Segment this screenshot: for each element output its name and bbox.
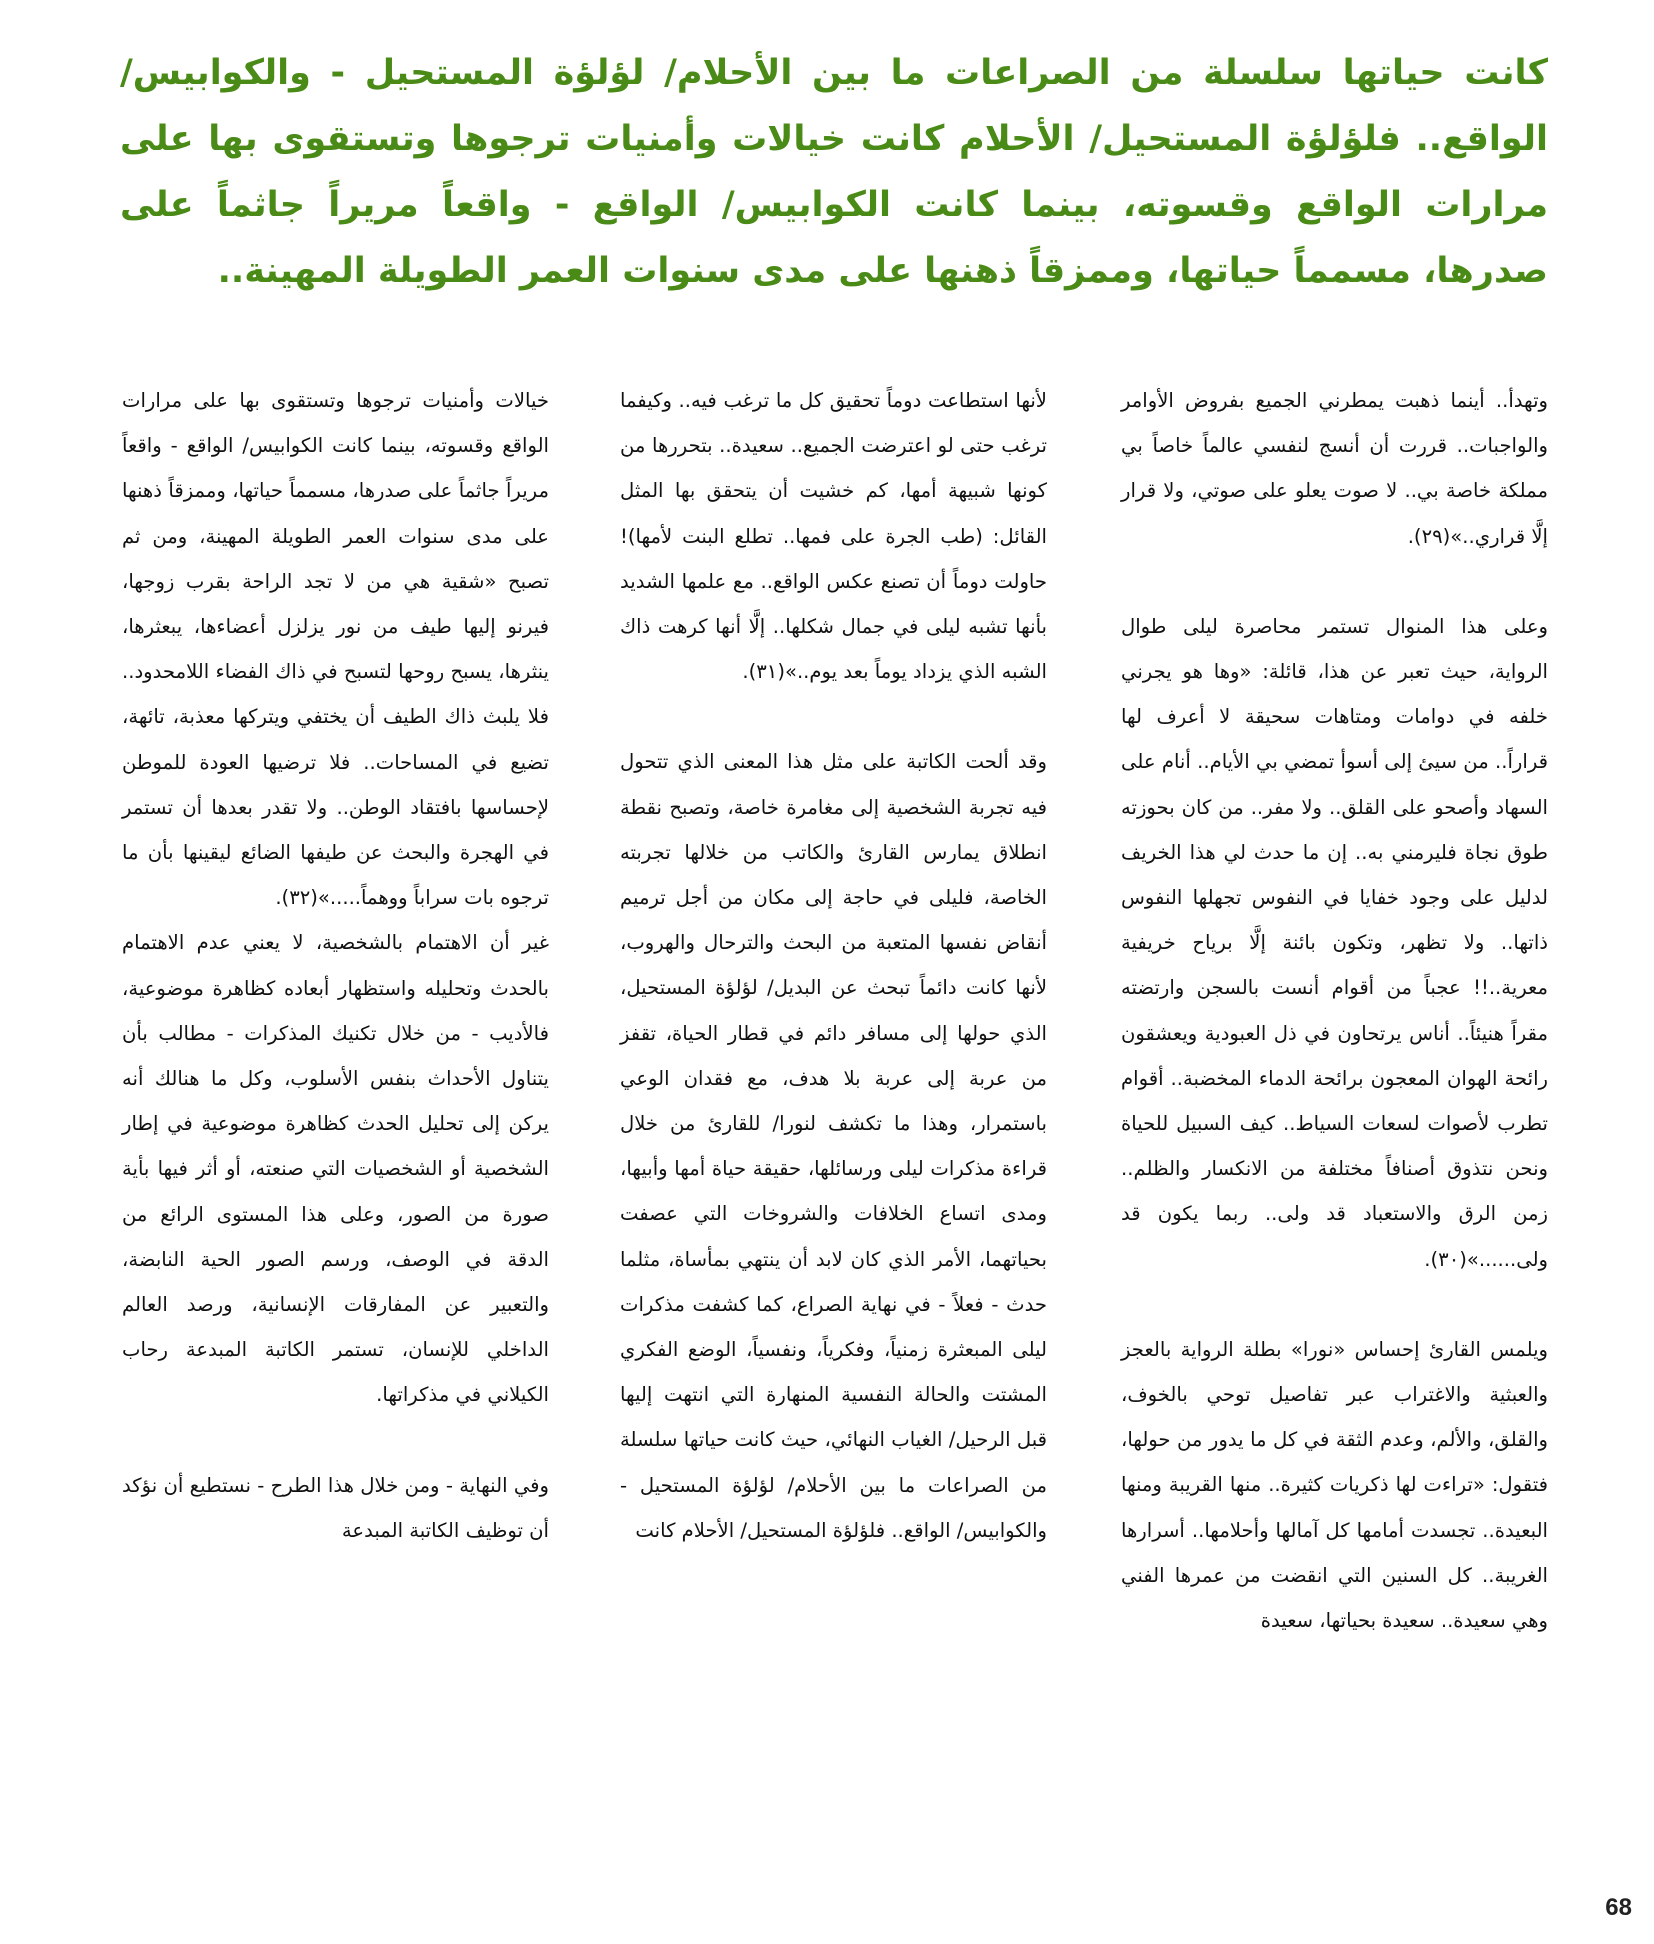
text-column-middle xyxy=(620,378,1047,1553)
paragraph: وعلى هذا المنوال تستمر محاصرة ليلى طوال الرواية، حيث تعبر عن هذا، قائلة: «وها هو يجرني خلفه في دوامات ومتاهات سحيقة لا أعرف لها قراراً.. من سيئ إلى أسوأ تمضي بي الأيام.. أنام على السهاد وأصحو على القلق.. ولا مفر.. من كان بحوزته طوق نجاة فليرمني به.. إن ما حدث لي هذا الخريف لدليل على وجود خفايا في النفوس تجهلها النفوس ذاتها.. ولا تظهر، وتكون بائنة إلَّا برياح خريفية معرية..!! عجباً من أقوام أنست بالسجن وارتضته مقراً هنيئاً.. أناس يرتحاون في ذل العبودية ويعشقون رائحة الهوان المعجون برائحة الدماء المخضبة.. أقوام تطرب لأصوات لسعات السياط.. كيف السبيل للحياة ونحن نتذوق أصنافاً مختلفة من الانكسار والظلم.. زمن الرق والاستعباد قد ولى.. ربما يكون قد ولى......»(٣٠). xyxy=(1121,614,1548,1271)
pull-quote-text: كانت حياتها سلسلة من الصراعات ما بين الأحلام/ لؤلؤة المستحيل - والكوابيس/ الواقع.. فلؤلؤة المستحيل/ الأحلام كانت خيالات وأمنيات ترجوها وتستقوى بها على مرارات الواقع وقسوته، بينما كانت الكوابيس/ الواقع - واقعاً مريراً جاثماً على صدرها، مسمماً حياتها، وممزقاً ذهنها على مدى سنوات العمر الطويلة المهينة.. xyxy=(120,53,1548,291)
text-column-left xyxy=(122,378,549,1553)
paragraph: وفي النهاية - ومن خلال هذا الطرح - نستطيع أن نؤكد أن توظيف الكاتبة المبدعة xyxy=(122,1473,549,1542)
page-number: 68 xyxy=(1605,1894,1632,1921)
paragraph: وقد ألحت الكاتبة على مثل هذا المعنى الذي تتحول فيه تجربة الشخصية إلى مغامرة خاصة، وتصبح نقطة انطلاق يمارس القارئ والكاتب من خلالها تجربته الخاصة، فليلى في حاجة إلى مكان من أجل ترميم أنقاض نفسها المتعبة من البحث والترحال والهروب، لأنها كانت دائماً تبحث عن البديل/ لؤلؤة المستحيل، الذي حولها إلى مسافر دائم في قطار الحياة، تقفز من عربة إلى عربة بلا هدف، مع فقدان الوعي باستمرار، وهذا ما تكشف لنورا/ للقارئ من خلال قراءة مذكرات ليلى ورسائلها، حقيقة حياة أمها وأبيها، ومدى اتساع الخلافات والشروخات التي عصفت بحياتهما، الأمر الذي كان لابد أن ينتهي بمأساة، مثلما حدث - فعلاً - في نهاية الصراع، كما كشفت مذكرات ليلى المبعثرة زمنياً، وفكرياً، ونفسياً، الوضع الفكري المشتت والحالة النفسية المنهارة التي انتهت إليها قبل الرحيل/ الغياب النهائي، حيث كانت حياتها سلسلة من الصراعات ما بين الأحلام/ لؤلؤة المستحيل - والكوابيس/ الواقع.. فلؤلؤة المستحيل/ الأحلام كانت xyxy=(620,750,1047,1542)
paragraph: وتهدأ.. أينما ذهبت يمطرني الجميع بفروض الأوامر والواجبات.. قررت أن أنسج لنفسي عالماً خاصاً بي مملكة خاصة بي.. لا صوت يعلو على صوتي، ولا قرار إلَّا قراري..»(٢٩). xyxy=(1121,389,1548,548)
paragraph: ويلمس القارئ إحساس «نورا» بطلة الرواية بالعجز والعبثية والاغتراب عبر تفاصيل توحي بالخوف، والقلق، والألم، وعدم الثقة في كل ما يدور من حولها، فتقول: «تراءت لها ذكريات كثيرة.. منها القريبة ومنها البعيدة.. تجسدت أمامها كل آمالها وأحلامها.. أسرارها الغريبة.. كل السنين التي انقضت من عمرها الفني وهي سعيدة.. سعيدة بحياتها، سعيدة xyxy=(1121,1337,1548,1633)
paragraph: لأنها استطاعت دوماً تحقيق كل ما ترغب فيه.. وكيفما ترغب حتى لو اعترضت الجميع.. سعيدة.. بتحررها من كونها شبيهة أمها، كم خشيت أن يتحقق بها المثل القائل: (طب الجرة على فمها.. تطلع البنت لأمها)! حاولت دوماً أن تصنع عكس الواقع.. مع علمها الشديد بأنها تشبه ليلى في جمال شكلها.. إلَّا أنها كرهت ذاك الشبه الذي يزداد يوماً بعد يوم..»(٣١). xyxy=(620,389,1047,684)
pull-quote xyxy=(120,40,1548,304)
paragraph: غير أن الاهتمام بالشخصية، لا يعني عدم الاهتمام بالحدث وتحليله واستظهار أبعاده كظاهرة موضوعية، فالأديب - من خلال تكنيك المذكرات - مطالب بأن يتناول الأحداث بنفس الأسلوب، وكل ما هنالك أنه يركن إلى تحليل الحدث كظاهرة موضوعية في إطار الشخصية أو الشخصيات التي صنعته، أو أثر فيها بأية صورة من الصور، وعلى هذا المستوى الرائع من الدقة في الوصف، ورسم الصور الحية النابضة، والتعبير عن المفارقات الإنسانية، ورصد العالم الداخلي للإنسان، تستمر الكاتبة المبدعة رحاب الكيلاني في مذكراتها. xyxy=(122,931,549,1407)
paragraph: خيالات وأمنيات ترجوها وتستقوى بها على مرارات الواقع وقسوته، بينما كانت الكوابيس/ الواقع - واقعاً مريراً جاثماً على صدرها، مسمماً حياتها، وممزقاً ذهنها على مدى سنوات العمر الطويلة المهينة، ومن ثم تصبح «شقية هي من لا تجد الراحة بقرب زوجها، فيرنو إليها طيف من نور يزلزل أعضاءها، يبعثرها، ينثرها، يسبح روحها لتسبح في ذاك الفضاء اللامحدود.. فلا يلبث ذاك الطيف أن يختفي ويتركها معذبة، تائهة، تضيع في المساحات.. فلا ترضيها العودة للموطن لإحساسها بافتقاد الوطن.. ولا تقدر بعدها أن تستمر في الهجرة والبحث عن طيفها الضائع ليقينها بأن ما ترجوه بات سراباً ووهماً.....»(٣٢). xyxy=(122,389,549,910)
text-column-right xyxy=(1121,378,1548,1643)
